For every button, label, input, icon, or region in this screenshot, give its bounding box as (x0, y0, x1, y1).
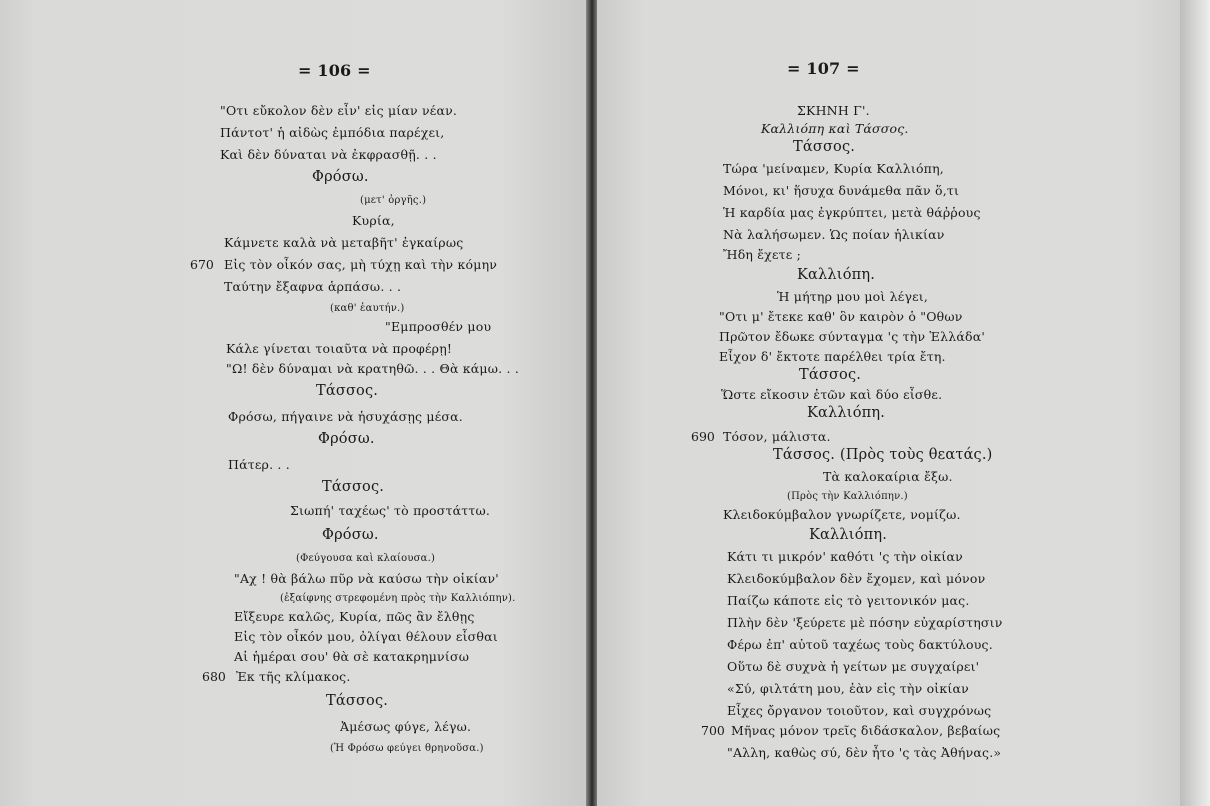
text-line: Καὶ δὲν δύναται νὰ ἐκφρασθῇ. . . (220, 147, 437, 162)
speaker-heading: Καλλιόπη. (807, 405, 886, 421)
speaker-heading: Τάσσος. (793, 139, 856, 155)
stage-direction: (Πρὸς τὴν Καλλιόπην.) (787, 491, 908, 502)
text-line: Ἤδη ἔχετε ; (723, 247, 802, 262)
line-number: 700 (701, 723, 725, 738)
scene-characters: Καλλιόπη καὶ Τάσσος. (761, 121, 909, 136)
text-line: Φέρω ἐπ' αὐτοῦ ταχέως τοὺς δακτύλους. (727, 637, 993, 652)
text-line: "Εμπροσθέν μου (385, 319, 492, 334)
stage-direction: (Φεύγουσα καὶ κλαίουσα.) (296, 553, 436, 564)
page-number: = 107 = (787, 59, 860, 78)
line-number: 680 (202, 669, 226, 684)
speaker-heading: Τάσσος. (316, 383, 379, 399)
text-line: Εἶχες ὄργανον τοιοῦτον, καὶ συγχρόνως (727, 703, 992, 718)
left-page (0, 0, 588, 806)
text-line: Πάντοτ' ἡ αἰδὼς ἐμπόδια παρέχει, (220, 125, 445, 140)
text-line: «Σύ, φιλτάτη μου, ἐὰν εἰς τὴν οἰκίαν (727, 681, 969, 696)
text-line: Τώρα 'μείναμεν, Κυρία Καλλιόπη, (723, 161, 944, 176)
text-line: Μόνοι, κι' ἥσυχα δυνάμεθα πᾶν ὅ,τι (723, 183, 960, 198)
stage-direction: (Ἡ Φρόσω φεύγει θρηνοῦσα.) (330, 743, 484, 754)
text-line: Παίζω κάποτε εἰς τὸ γειτονικόν μας. (727, 593, 970, 608)
speaker-heading: Τάσσος. (322, 479, 385, 495)
text-line: Πρῶτον ἔδωκε σύνταγμα 'ς τὴν Ἑλλάδα' (719, 329, 986, 344)
speaker-heading: Τάσσος. (Πρὸς τοὺς θεατάς.) (773, 447, 993, 463)
text-line: Κυρία, (352, 213, 395, 228)
speaker-heading: Τάσσος. (326, 693, 389, 709)
speaker-heading: Καλλιόπη. (809, 527, 888, 543)
speaker-heading: Φρόσω. (318, 431, 375, 447)
text-line: Κάμνετε καλὰ νὰ μεταβῆτ' ἐγκαίρως (224, 235, 464, 250)
stage-direction: (μετ' ὀργῆς.) (360, 195, 427, 206)
text-line: Εἴξευρε καλῶς, Κυρία, πῶς ἂν ἔλθῃς (234, 609, 475, 624)
text-line: "Ω! δὲν δύναμαι νὰ κρατηθῶ. . . Θὰ κάμω. . . (226, 361, 519, 376)
text-line: Πάτερ. . . (228, 457, 290, 472)
stage-direction: (καθ' ἑαυτήν.) (330, 303, 405, 314)
text-line: Κλειδοκύμβαλον δὲν ἔχομεν, καὶ μόνον (727, 571, 986, 586)
text-line: "Οτι μ' ἔτεκε καθ' ὃν καιρὸν ὁ "Οθων (719, 309, 963, 324)
text-line: Ἡ καρδία μας ἐγκρύπτει, μετὰ θάῤῥους (723, 205, 981, 220)
text-line: "Οτι εὔκολον δὲν εἶν' εἰς μίαν νέαν. (220, 103, 458, 118)
speaker-heading: Φρόσω. (312, 169, 369, 185)
text-line: Κάλε γίνεται τοιαῦτα νὰ προφέρῃ! (226, 341, 453, 356)
scene-heading: ΣΚΗΝΗ Γ'. (797, 103, 870, 118)
line-number: 690 (691, 429, 715, 444)
text-line: Τόσον, μάλιστα. (723, 429, 831, 444)
text-line: Εἰς τὸν οἶκόν σας, μὴ τύχῃ καὶ τὴν κόμην (224, 257, 498, 272)
text-line: Σιωπή' ταχέως' τὸ προστάττω. (290, 503, 491, 518)
text-line: "Αλλη, καθὼς σύ, δὲν ἦτο 'ς τὰς Ἀθήνας.» (727, 745, 1002, 760)
text-line: Ταύτην ἔξαφνα ἁρπάσω. . . (224, 279, 402, 294)
text-line: Τὰ καλοκαίρια ἔξω. (823, 469, 953, 484)
speaker-heading: Καλλιόπη. (797, 267, 876, 283)
text-line: Νὰ λαλήσωμεν. Ὡς ποίαν ἡλικίαν (723, 227, 945, 242)
right-page (597, 0, 1180, 806)
text-line: "Αχ ! θὰ βάλω πῦρ νὰ καύσω τὴν οἰκίαν' (234, 571, 499, 586)
text-line: Κάτι τι μικρόν' καθότι 'ς τὴν οἰκίαν (727, 549, 963, 564)
text-line: Ὥστε εἴκοσιν ἐτῶν καὶ δύο εἶσθε. (721, 387, 943, 402)
text-line: Εἰς τὸν οἶκόν μου, ὀλίγαι θέλουν εἶσθαι (234, 629, 498, 644)
text-line: Πλὴν δὲν 'ξεύρετε μὲ πόσην εὐχαρίστησιν (727, 615, 1003, 630)
page-number: = 106 = (298, 61, 371, 80)
text-line: Ἀμέσως φύγε, λέγω. (340, 719, 472, 734)
text-line: Ἐκ τῆς κλίμακος. (236, 669, 351, 684)
text-line: Μῆνας μόνον τρεῖς διδάσκαλον, βεβαίως (731, 723, 1001, 738)
stage-direction: (ἐξαίφνης στρεφομένη πρὸς τὴν Καλλιόπην). (280, 593, 516, 604)
text-line: Ἡ μήτηρ μου μοὶ λέγει, (777, 289, 929, 304)
speaker-heading: Φρόσω. (322, 527, 379, 543)
text-line: Εἶχον δ' ἔκτοτε παρέλθει τρία ἔτη. (719, 349, 946, 364)
page-edge (1180, 0, 1210, 806)
text-line: Φρόσω, πήγαινε νὰ ἡσυχάσῃς μέσα. (228, 409, 463, 424)
text-line: Οὕτω δὲ συχνὰ ἡ γείτων με συγχαίρει' (727, 659, 980, 674)
text-line: Αἱ ἡμέραι σου' θὰ σὲ κατακρημνίσω (234, 649, 470, 664)
text-line: Κλειδοκύμβαλον γνωρίζετε, νομίζω. (723, 507, 961, 522)
speaker-heading: Τάσσος. (799, 367, 862, 383)
line-number: 670 (190, 257, 214, 272)
